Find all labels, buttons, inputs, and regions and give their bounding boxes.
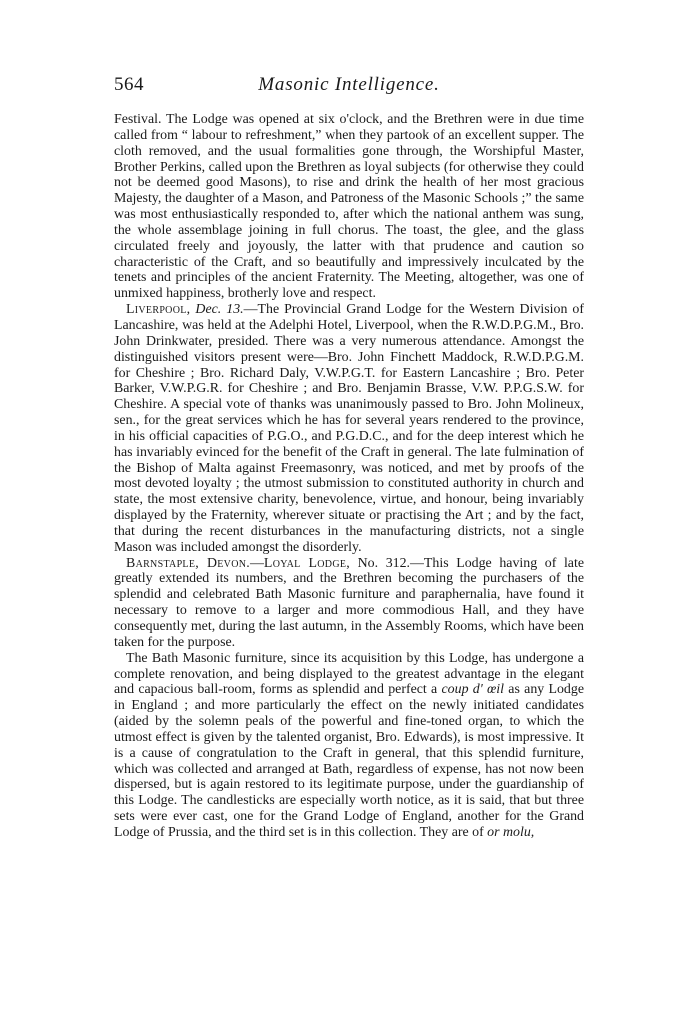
dateline-place: Barnstaple, Devon. [126,555,251,571]
paragraph-barnstaple: Barnstaple, Devon.—Loyal Lodge, No. 312.—This Lodge having of late greatly extended its numbers, and the Brethren becoming the purchasers of the splendid and celebrated Bath Masonic furniture and paraphernalia, have found it necessary to remove to a larger and more commodious Hall, and they have consequently met, during the last autumn, in the Assembly Rooms, which have been taken for the purpose. [114,555,585,650]
lodge-name: Loyal Lodge, [263,555,351,571]
paragraph-text-part: as any Lodge in England ; and more particularly the effect on the newly initiated candidates (aided by the solemn peals of the powerful and fine-toned organ, to which the utmost effect is given by the talented organist, Bro. Edwards), is most impressive. It is a cause of congratulation to the Craft in general, that this splendid furniture, which was collected and arranged at Bath, regardless of expense, has not now been dispersed, but is again restored to its legitimate purpose, under the guardianship of this Lodge. The candlesticks are especially worth notice, as it is said, that but three sets were ever cast, one for the Grand Lodge of England, another for the Grand Lodge of Prussia, and the third set is in this collection. They are of [114,682,584,840]
paragraph-liverpool [114,302,584,556]
dateline-date: Dec. 13. [195,302,244,318]
article-body [114,112,584,841]
paragraph-text-part: The Bath Masonic furniture, since its acquisition by this Lodge, has undergone a complete renovation, and being displayed to the greatest advantage in the elegant and capacious ball-room, forms as splendid and perfect a [114,650,584,698]
paragraph-text: No. 312.—This Lodge having of late greatly extended its numbers, and the Brethren becoming the purchasers of the splendid and celebrated Bath Masonic furniture and paraphernalia, have found it necessary to remove to a larger and more commodious Hall, and they have consequently met, during the last autumn, in the Assembly Rooms, which have been taken for the purpose. [114,555,585,650]
running-title: Masonic Intelligence. [258,74,440,95]
italic-phrase: or molu, [487,824,535,840]
paragraph-text: Festival. The Lodge was opened at six o'clock, and the Brethren were in due time called from “ labour to refreshment,” when they partook of an excellent supper. The cloth removed, and the usual formalities gone through, the Worshipful Master, Brother Perkins, called upon the Brethren as loyal subjects (for otherwise they could not be deemed good Masons), to rise and drink the health of her most gracious Majesty, the daughter of a Mason, and Patroness of the Masonic Schools ;” the same was most enthusiastically responded to, after which the national anthem was sung, the whole assemblage joining in full chorus. The toast, the glee, and the glass circulated freely and joyously, the latter with that prudence and caution so characteristic of the Craft, and so beautifully and impressively inculcated by the tenets and principles of the ancient Fraternity. The Meeting, altogether, was one of unmixed happiness, brotherly love and respect. [114,112,584,302]
journal-page [114,72,584,841]
page-header [114,72,584,102]
page-number: 564 [114,74,144,95]
paragraph-festival [114,112,584,302]
italic-phrase: coup d' œil [441,682,504,698]
paragraph-text: —The Provincial Grand Lodge for the Western Division of Lancashire, was held at the Adelphi Hotel, Liverpool, when the R.W.D.P.G.M., Bro. John Drinkwater, presided. There was a very numerous attendance. Amongst the distinguished visitors present were—Bro. John Finchett Maddock, R.W.D.P.G.M. for Cheshire ; Bro. Richard Daly, V.W.P.G.T. for Eastern Lancashire ; Bro. Peter Barker, V.W.P.G.R. for Cheshire ; and Bro. Benjamin Brasse, V.W. P.P.G.S.W. for Cheshire. A special vote of thanks was unanimously passed to Bro. John Molineux, sen., for the great services which he has for several years rendered to the province, in his official capacities of P.G.O., and P.G.D.C., and for the deep interest which he has invariably evinced for the benefit of the Craft in general. The late fulmination of the Bishop of Malta against Freemasonry, was noticed, and met by proofs of the most devoted loyalty ; the utmost submission to constituted authority in church and state, the most extensive charity, benevolence, virtue, and honour, being invariably displayed by the Fraternity, wherever situate or practising the Art ; and by the fact, that during the recent disturbances in the manufacturing districts, not a single Mason was included amongst the disorderly. [114,302,584,555]
dateline-place: Liverpool, [126,302,191,318]
paragraph-bath-furniture [114,651,584,841]
